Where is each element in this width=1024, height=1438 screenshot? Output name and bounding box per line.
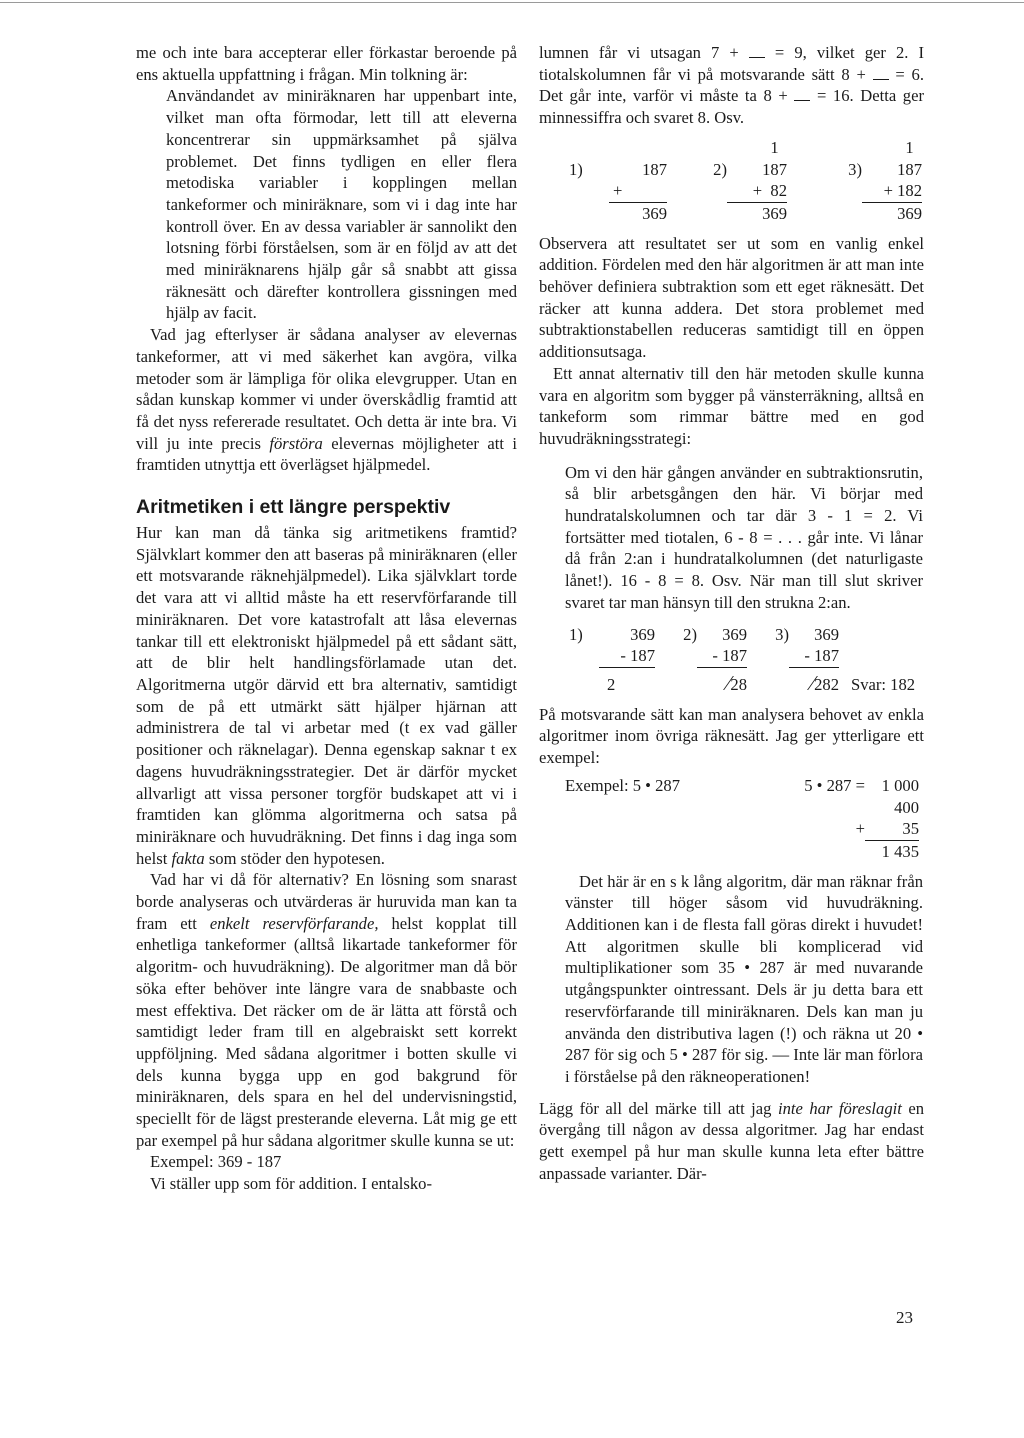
difference: 2 [607,674,616,694]
paragraph: Ett annat alternativ till den här metoden skulle kunna vara en algoritm som bygger på vänsterräkning, alltså en tankeform som rimmar bättre med en god huvudräkningsstrategi: [539,363,924,448]
addend: + 82 [727,180,787,202]
subtrahend: - 187 [789,645,839,667]
paragraph: Om vi den här gången använder en subtraktionsrutin, så blir arbetsgången den här. Vi börjar med hundratalskolumnen och tar där 3 - 1 = 2. Vi fortsätter med tiotalen, 6 - 8 = . . . går inte. Vi lånar då från 2:an i hundratalkolumnen (det naturligaste lånet!). 16 - 8 = 8. Osv. När man till slut skriver svaret tar man hänsyn till den strukna 2:an. [565,462,923,612]
paragraph: Observera att resultatet ser ut som en vanlig enkel addition. Fördelen med den här algoritmen är att man inte behöver definiera subtraktion som ett eget räknesätt. Det räcker att kunna addera. Det stora problemet med subtraktionstabellen reduceras samtidigt till en öppen additionsutsaga. [539,233,924,362]
example-label: 2) [713,159,727,179]
partial-product: 400 [894,797,919,817]
expression: 5 • 287 = [804,775,865,795]
blank-line [749,45,765,58]
addend: + 182 [862,180,922,202]
boxed-explanation [565,871,923,1088]
paragraph: På motsvarande sätt kan man analysera behovet av enkla algoritmer inom övriga räknesätt. Jag ger ytterligare ett exempel: [539,704,924,768]
minuend: 369 [630,624,655,644]
answer: Svar: 182 [851,674,916,694]
boxed-explanation [565,462,923,614]
subtrahend: - 187 [599,645,655,667]
addend: 187 [897,159,922,179]
example-label: 1) [569,159,583,179]
sum: 369 [642,203,667,223]
example-label: 1) [569,624,583,644]
paragraph: Vi ställer upp som för addition. I entalsko- [150,1174,432,1194]
section-heading: Aritmetiken i ett längre perspektiv [136,496,451,519]
struck-digit: 2 [814,674,823,694]
paragraph: me och inte bara accepterar eller förkastar beroende på ens aktuella uppfattning i frågan. Min tolkning är: [136,43,517,84]
paragraph: Vad har vi då för alternativ? En lösning som snarast borde analyseras och utvärderas är huruvida man kan ta fram ett enkelt reservförfarande, helst kopplat till enhetliga tankeformer (alltså likartade tankeformer för algoritm- och huvudräkning). De algoritmer man då bör söka efter behöver inte längre vara de snabbaste och mest effektiva. Det räcker om de är lätta att förstå och samtidigt leder fram till en algebraiskt sett korrekt uppföljning. Med sådana algoritmer i botten skulle vi dels kunna bygga upp en god bakgrund för miniräknaren, dels spara en hel del undervisningstid, speciellt för de lägst presterande eleverna. Låt mig ge ett par exempel på hur sådana algoritmer skulle kunna se ut: [136,870,517,1150]
example-label: 3) [775,624,789,644]
difference: 282 [814,674,839,694]
addend: 187 [642,159,667,179]
blank-line [794,88,810,101]
blank-line [873,67,889,80]
paragraph: Det här är en s k lång algoritm, där man räknar från vänster till höger såsom vid huvudräkning. Additionen kan i de flesta fall göras direkt i huvudet! Att algoritmen skulle bli komplicerad vid multiplikationer som 35 • 287 är med nuvarande utgångspunkter ointressant. Dels är ju detta bara ett reservförfarande till miniräknaren. Dels kan man ju använda den distributiva lagen (!) och räkna ut 20 • 287 för sig och 5 • 287 för sig. — Inte lär man förlora i förståelse på den räkneoperationen! [565,871,923,1086]
right-column [539,42,924,1184]
subtrahend: - 187 [697,645,747,667]
example-label: Exempel: 369 - 187 [150,1152,282,1172]
left-column [136,42,517,1195]
minuend: 369 [814,624,839,644]
multiplication-example [565,775,919,863]
addend: 187 [762,159,787,179]
paragraph: Hur kan man då tänka sig aritmetikens framtid? Självklart kommer den att baseras på miniräknaren (eller ett motsvarande räknehjälpmedel). Lika självklart torde det vara att vi alltid måste ha ett reservförfarande till miniräknaren. Det vore katastrofalt att låsa elevernas tankar till ett elektroniskt hjälpmedel på ett sådant sätt, att de blir helt handlingsförlamade utan det. Algoritmerna utgör därvid ett bra alternativ, samtidigt som de på ett utmärkt sätt hjälper hjärnan att administrera de tal vi arbetar med (t ex vad gäller positioner och räknelagar). Denna egenskap saknar t ex dagens huvudräkningsstrategier. Det är därför mycket allvarligt att vissa personer torgför budskapet att vi i framtiden kan glömma algoritmerna och satsa på miniräknare och huvudräkning. Det finns i dag inga som helst fakta som stöder den hypotesen. [136,523,517,868]
block-quote: Användandet av miniräknaren har uppenbart inte, vilket man ofta förmodar, lett till att eleverna koncentrerar sin uppmärksamhet på själva problemet. Det finns tydligen en eller flera metodiska variabler i kopplingen mellan tankeformer och miniräknare, som vi i dag inte har kontroll över. En av dessa variabler är sannolikt den lotsning förbi förståelsen, som är en följd av att det med miniräknarens hjälp går så snabbt att gissa räknesätt och därefter kontrollera gissningen med hjälp av facit. [166,86,517,323]
minuend: 369 [722,624,747,644]
product: 1 435 [881,841,919,861]
paragraph: Lägg för all del märke till att jag inte har föreslagit en övergång till någon av dessa algoritmer. Jag har endast gett exempel på hur man skulle kunna leta efter bättre anpassade varianter. Där- [539,1098,925,1183]
sum: 369 [762,203,787,223]
operator: + [609,180,667,202]
operator: + [855,819,865,839]
addition-examples [569,137,922,225]
subtraction-examples [569,624,915,696]
sum: 369 [897,203,922,223]
paragraph: Vad jag efterlyser är sådana analyser av elevernas tankeformer, att vi med säkerhet kan avgöra, vilka metoder som är lämpliga för olika elevgrupper. Utan en sådan kunskap kommer vi under överskådlig framtid att få det nyss refererade resultatet. Och detta är inte bra. Vi vill ju inte precis förstöra elevernas möjligheter att i framtiden utnyttja ett överlägset hjälpmedel. [136,325,517,475]
difference: 28 [730,674,747,694]
carry-digit: 1 [905,137,914,157]
partial-product: 35 [865,818,919,840]
example-label: 2) [683,624,697,644]
example-label: 3) [848,159,862,179]
top-rule [0,2,1024,3]
partial-product: 1 000 [881,775,919,795]
page-number: 23 [896,1308,913,1327]
example-label: Exempel: 5 • 287 [565,775,681,795]
paragraph: lumnen får vi utsagan 7 + = 9, vilket ger 2. I tiotalskolumnen får vi på motsvarande sätt 8 + = 6. Det går inte, varför vi måste ta 8 + = 16. Detta ger minnessiffra och svaret 8. Osv. [539,43,924,128]
carry-digit: 1 [770,137,779,157]
struck-digit: 2 [730,674,739,694]
